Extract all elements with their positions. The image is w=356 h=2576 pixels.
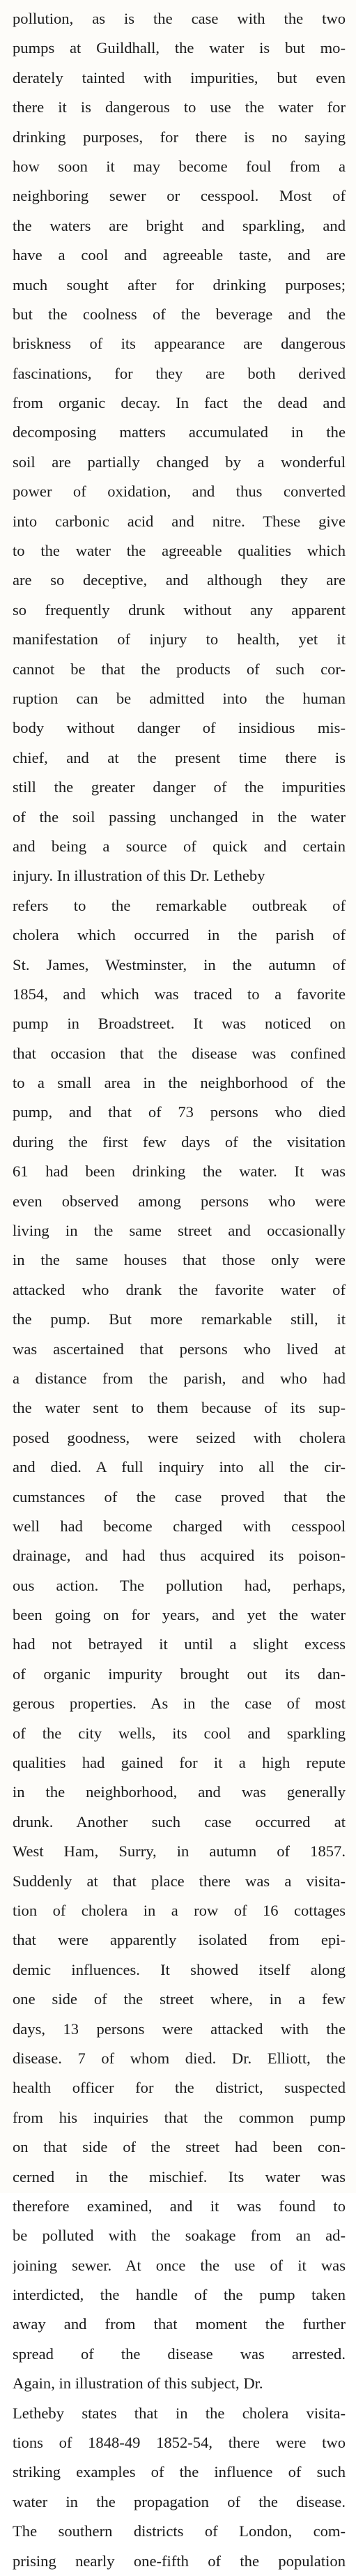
- text-line: away and from that moment the further: [13, 2315, 346, 2333]
- text-line: pump, and that of 73 persons who died: [13, 1103, 346, 1121]
- text-line: how soon it may become foul from a: [13, 157, 346, 175]
- text-line: a distance from the parish, and who had: [13, 1369, 346, 1387]
- text-line: St. James, Westminster, in the autumn of: [13, 955, 346, 973]
- text-line: Suddenly at that place there was a visita-: [13, 1872, 346, 1890]
- text-line: spread of the disease was arrested.: [13, 2344, 346, 2363]
- article-column: [13, 4, 346, 2576]
- text-line: drinking purposes, for there is no saying: [13, 128, 346, 146]
- text-line: the pump. But more remarkable still, it: [13, 1310, 346, 1328]
- text-line: into carbonic acid and nitre. These give: [13, 512, 346, 530]
- text-line: to the water the agreeable qualities which: [13, 542, 346, 560]
- text-line: have a cool and agreeable taste, and are: [13, 246, 346, 264]
- text-line: neighboring sewer or cesspool. Most of: [13, 187, 346, 205]
- text-line: cannot be that the products of such cor-: [13, 660, 346, 678]
- text-line: to a small area in the neighborhood of the: [13, 1074, 346, 1092]
- text-line: 1854, and which was traced to a favorite: [13, 985, 346, 1003]
- text-line: drainage, and had thus acquired its poison-: [13, 1547, 346, 1565]
- text-line: health officer for the district, suspected: [13, 2079, 346, 2097]
- text-line: striking examples of the influence of such: [13, 2463, 346, 2481]
- text-line: and being a source of quick and certain: [13, 837, 346, 855]
- text-line: demic influences. It showed itself along: [13, 1960, 346, 1978]
- text-line: decomposing matters accumulated in the: [13, 423, 346, 441]
- text-line: power of oxidation, and thus converted: [13, 483, 346, 501]
- text-line: tions of 1848-49 1852-54, there were two: [13, 2434, 346, 2452]
- text-line: cholera which occurred in the parish of: [13, 926, 346, 944]
- text-line: during the first few days of the visitation: [13, 1132, 346, 1151]
- text-line: ruption can be admitted into the human: [13, 689, 346, 707]
- text-line: days, 13 persons were attacked with the: [13, 2020, 346, 2038]
- text-line: drunk. Another such case occurred at: [13, 1812, 346, 1831]
- text-line: briskness of its appearance are dangerous: [13, 335, 346, 353]
- text-line: one side of the street where, in a few: [13, 1990, 346, 2008]
- text-line: fascinations, for they are both derived: [13, 364, 346, 382]
- text-line: therefore examined, and it was found to: [13, 2197, 346, 2215]
- text-line: living in the same street and occasionally: [13, 1222, 346, 1240]
- text-line: well had become charged with cesspool: [13, 1517, 346, 1535]
- text-line: from organic decay. In fact the dead and: [13, 394, 346, 412]
- text-line: be polluted with the soakage from an ad-: [13, 2227, 346, 2245]
- text-line: cerned in the mischief. Its water was: [13, 2167, 346, 2185]
- text-line: West Ham, Surry, in autumn of 1857.: [13, 1842, 346, 1861]
- text-line: that occasion that the disease was confined: [13, 1044, 346, 1062]
- text-line: much sought after for drinking purposes;: [13, 275, 346, 294]
- text-line: refers to the remarkable outbreak of: [13, 896, 346, 914]
- text-line: Again, in illustration of this subject, Dr.: [13, 2374, 263, 2393]
- text-line: gerous properties. As in the case of most: [13, 1695, 346, 1713]
- text-line: ous action. The pollution had, perhaps,: [13, 1576, 346, 1594]
- text-line: even observed among persons who were: [13, 1192, 346, 1210]
- text-line: 61 had been drinking the water. It was: [13, 1162, 346, 1181]
- text-line: so frequently drunk without any apparent: [13, 600, 346, 619]
- text-line: of organic impurity brought out its dan-: [13, 1665, 346, 1683]
- text-line: pollution, as is the case with the two: [13, 10, 346, 27]
- text-line: in the neighborhood, and was generally: [13, 1783, 346, 1801]
- text-line: qualities had gained for it a high repute: [13, 1754, 346, 1772]
- text-line: derately tainted with impurities, but even: [13, 68, 346, 86]
- text-line: pump in Broadstreet. It was noticed on: [13, 1015, 346, 1033]
- text-line: still the greater danger of the impurities: [13, 778, 346, 796]
- text-line: been going on for years, and yet the water: [13, 1606, 346, 1624]
- text-line: of the soil passing unchanged in the water: [13, 808, 346, 826]
- text-line: Letheby states that in the cholera visita-: [13, 2404, 346, 2422]
- text-line: attacked who drank the favorite water of: [13, 1280, 346, 1298]
- text-line: posed goodness, were seized with cholera: [13, 1428, 346, 1446]
- text-line: disease. 7 of whom died. Dr. Elliott, the: [13, 2049, 346, 2067]
- text-line: interdicted, the handle of the pump taken: [13, 2286, 346, 2304]
- text-line: joining sewer. At once the use of it was: [13, 2256, 346, 2274]
- text-line: water in the propagation of the disease.: [13, 2492, 346, 2510]
- text-line: and died. A full inquiry into all the cir-: [13, 1458, 346, 1476]
- text-line: was ascertained that persons who lived at: [13, 1340, 346, 1358]
- text-line: manifestation of injury to health, yet it: [13, 630, 346, 649]
- text-line: are so deceptive, and although they are: [13, 571, 346, 589]
- text-line: injury. In illustration of this Dr. Letheby: [13, 867, 265, 885]
- text-line: the water sent to them because of its sup-: [13, 1399, 346, 1417]
- text-line: had not betrayed it until a slight excess: [13, 1635, 346, 1653]
- text-line: body without danger of insidious mis-: [13, 719, 346, 737]
- text-line: on that side of the street had been con-: [13, 2138, 346, 2156]
- text-line: of the city wells, its cool and sparkling: [13, 1724, 346, 1742]
- text-line: in the same houses that those only were: [13, 1251, 346, 1269]
- text-line: tion of cholera in a row of 16 cottages: [13, 1902, 346, 1919]
- text-line: from his inquiries that the common pump: [13, 2108, 346, 2126]
- text-line: chief, and at the present time there is: [13, 748, 346, 766]
- text-line: the waters are bright and sparkling, and: [13, 216, 346, 234]
- text-line: prising nearly one-fifth of the population: [13, 2552, 346, 2570]
- text-line: cumstances of the case proved that the: [13, 1487, 346, 1506]
- text-line: there it is dangerous to use the water for: [13, 98, 346, 116]
- text-line: pumps at Guildhall, the water is but mo-: [13, 39, 346, 57]
- text-line: but the coolness of the beverage and the: [13, 305, 346, 323]
- text-line: The southern districts of London, com-: [13, 2522, 346, 2540]
- text-line: that were apparently isolated from epi-: [13, 1931, 346, 1949]
- text-line: soil are partially changed by a wonderful: [13, 453, 346, 471]
